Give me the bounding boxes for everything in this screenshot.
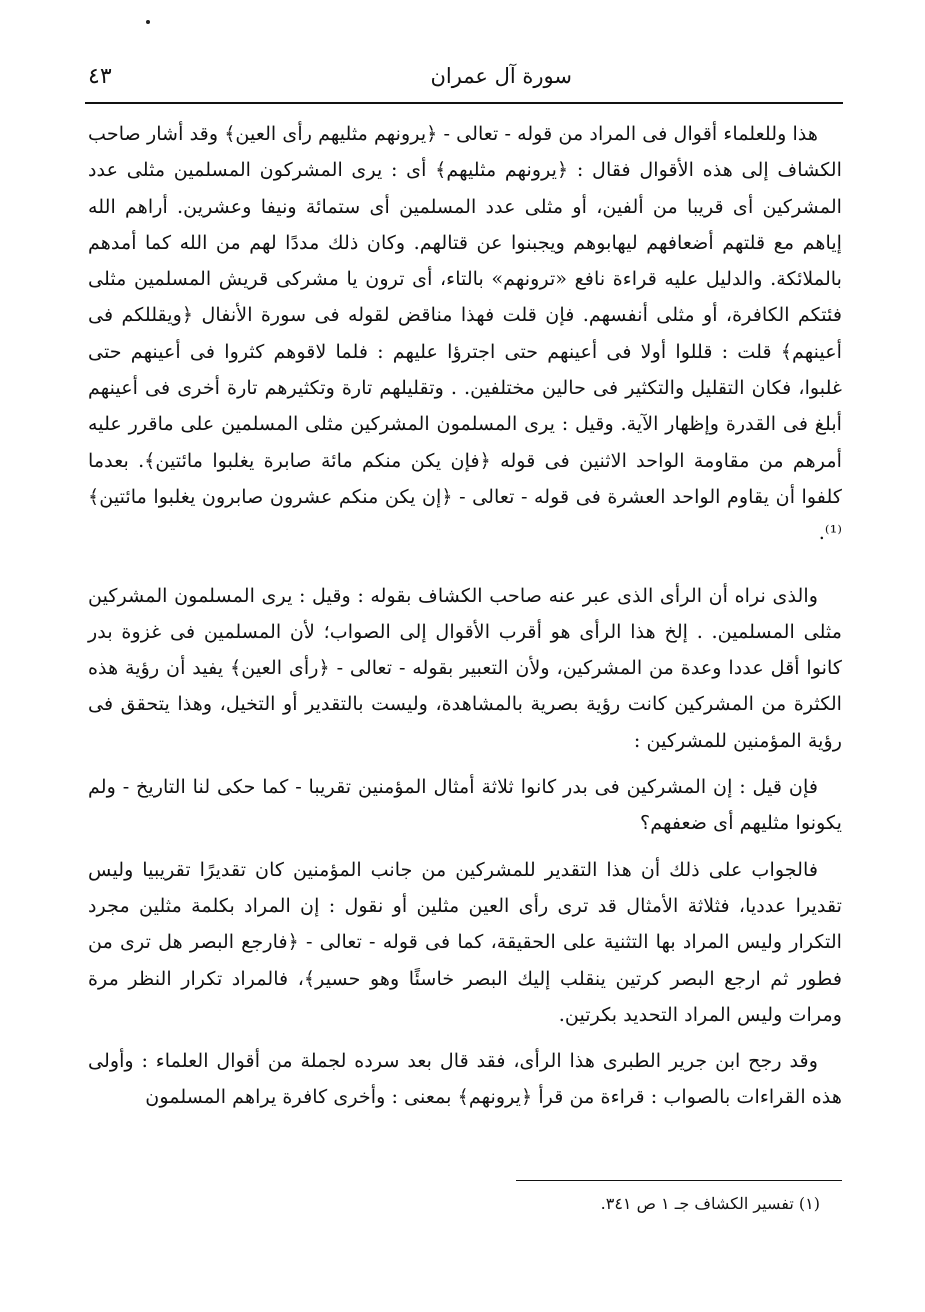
- footnote: (١) تفسير الكشاف جـ ١ ص ٣٤١.: [600, 1194, 820, 1213]
- running-title: سورة آل عمران: [430, 64, 572, 88]
- paragraph: هذا وللعلماء أقوال فى المراد من قوله - تعالى - ﴿يرونهم مثليهم رأى العين﴾ وقد أشار صاحب الكشاف إلى هذه الأقوال فقال : ﴿يرونهم مثليهم﴾ أى : يرى المشركون المسلمين مثلى عدد المشركين أى قريبا من ألفين، أو مثلى عدد المسلمين أى ستمائة ونيفا وعشرين. أراهم الله إياهم مع قلتهم أضعافهم ليهابوهم ويجبنوا عن قتالهم. وكان ذلك مددًا لهم من الله كما أمدهم بالملائكة. والدليل عليه قراءة نافع «ترونهم» بالتاء، أى ترون يا مشركى قريش المسلمين مثلى فئتكم الكافرة، أو مثلى أنفسهم. فإن قلت فهذا مناقض لقوله فى سورة الأنفال ﴿ويقللكم فى أعينهم﴾ قلت : قللوا أولا فى أعينهم حتى اجترؤا عليهم : فلما لاقوهم كثروا فى أعينهم حتى غلبوا، فكان التقليل والتكثير فى حالين مختلفين. . وتقليلهم تارة وتكثيرهم تارة أخرى فى أعينهم أبلغ فى القدرة وإظهار الآية. وقيل : يرى المسلمون المشركين مثلى المسلمين على ماقرر عليه أمرهم من مقاومة الواحد الاثنين فى قوله ﴿فإن يكن منكم مائة صابرة يغلبوا مائتين﴾. بعدما كلفوا أن يقاوم الواحد العشرة فى قوله - تعالى - ﴿إن يكن منكم عشرون صابرون يغلبوا مائتين﴾⁽¹⁾.: [88, 122, 842, 545]
- paragraph: وقد رجح ابن جرير الطبرى هذا الرأى، فقد قال بعد سرده لجملة من أقوال العلماء : وأولى هذه القراءات بالصواب : قراءة من قرأ ﴿يرونهم﴾ بمعنى : وأخرى كافرة يراهم المسلمون: [88, 1049, 842, 1109]
- body-text: [88, 116, 842, 1116]
- page-header: [88, 58, 842, 94]
- footnote-rule: [516, 1180, 842, 1181]
- paragraph: والذى نراه أن الرأى الذى عبر عنه صاحب الكشاف بقوله : وقيل : يرى المسلمون المشركين مثلى المسلمين. . إلخ هذا الرأى هو أقرب الأقوال إلى الصواب؛ لأن المسلمين فى غزوة بدر كانوا أقل عددا وعدة من المشركين، ولأن التعبير بقوله - تعالى - ﴿رأى العين﴾ يفيد أن رؤية هذه الكثرة من المشركين كانت رؤية بصرية بالمشاهدة، وليست بالتقدير أو التخيل، وهذا يتحقق فى رؤية المؤمنين للمشركين :: [88, 583, 842, 752]
- paragraph: فإن قيل : إن المشركين فى بدر كانوا ثلاثة أمثال المؤمنين تقريبا - كما حكى لنا التاريخ - ولم يكونوا مثليهم أى ضعفهم؟: [88, 775, 842, 835]
- paragraph: فالجواب على ذلك أن هذا التقدير للمشركين من جانب المؤمنين كان تقديرًا تقريبيا وليس تقديرا عدديا، فثلاثة الأمثال قد ترى رأى العين مثلين أو نقول : إن المراد بكلمة مثلين مجرد التكرار وليس المراد بها التثنية على الحقيقة، كما فى قوله - تعالى - ﴿فارجع البصر هل ترى من فطور ثم ارجع البصر كرتين ينقلب إليك البصر خاسئًا وهو حسير﴾، فالمراد تكرار النظر مرة ومرات وليس المراد التحديد بكرتين.: [88, 857, 842, 1026]
- ink-speck: [146, 20, 150, 24]
- header-rule: [85, 102, 843, 104]
- page-number: ٤٣: [88, 63, 112, 89]
